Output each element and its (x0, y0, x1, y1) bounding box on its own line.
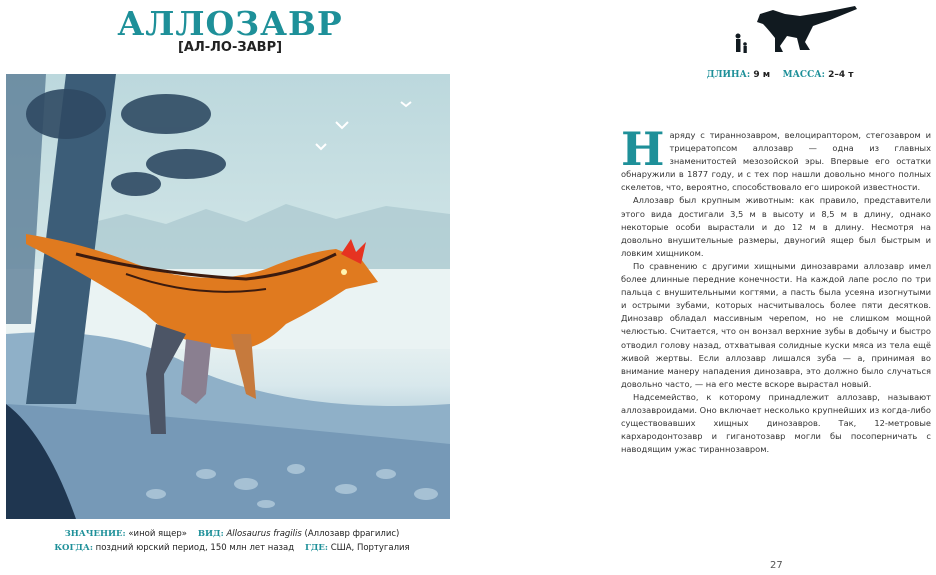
mass-value: 2–4 т (828, 70, 854, 80)
page-title: АЛЛОЗАВР (117, 4, 343, 43)
mass-label: МАССА: (782, 70, 825, 80)
pronunciation: [АЛ-ЛО-ЗАВР] (177, 40, 283, 55)
size-stats (690, 70, 870, 80)
paragraph-1-text: аряду с тираннозавром, велоцираптором, стегозавром и трицератопсом аллозавр — одна из главных знаменитостей мезозойской эры. Впервые его остатки обнаружили в 1877 году, и с тех пор нашли довольно много полных скелетов, что, вероятно, способствовало его широкой известности. (621, 130, 931, 193)
length-label: ДЛИНА: (706, 70, 751, 80)
dinosaur-vs-human-silhouette-icon (725, 2, 860, 62)
caption-line-1 (12, 527, 452, 541)
species-label: ВИД: (197, 529, 224, 539)
drop-cap: Н (621, 122, 665, 176)
landscape-art-icon (6, 74, 450, 519)
paragraph-3: По сравнению с другими хищными динозаврами аллозавр имел более длинные передние конечности. На каждой лапе росло по три пальца с внушительными когтями, а пасть была усеяна изогнутыми и острыми зубами, которых насчитывалось более пяти десятков. Динозавр обладал массивным черепом, но не слишком мощной челюстью. Считается, что он вонзал верхние зубы в добычу и быстро отводил голову назад, отхватывая солидные куски мяса из тела ещё живой жертвы. Если аллозавр лишался зуба — а, принимая во внимание манеру нападения динозавра, это должно было случаться довольно часто, — на его месте вскоре вырастал новый. (621, 260, 931, 389)
paragraph-2: Аллозавр был крупным животным: как правило, представители этого вида достигали 3,5 м в высоту и 8,5 м в длину, однако некоторые особи вырастали и до 12 м в длину. Несмотря на довольно внушительные размеры, двуногий ящер был быстрым и ловким хищником. (621, 195, 931, 258)
page-number: 27 (770, 560, 783, 571)
allosaurus-illustration (6, 74, 450, 519)
caption-line-2 (12, 541, 452, 555)
meaning-value: «иной ящер» (128, 529, 187, 539)
fact-caption (12, 527, 452, 555)
paragraph-4: Надсемейство, к которому принадлежит аллозавр, называют аллозавроидами. Оно включает несколько крупнейших из когда-либо существовавших хищных динозавров. Так, 12-метровые кархародонтозавр и гиганотозавр могли бы посоперничать с наводящим ужас тираннозавром. (621, 391, 931, 455)
when-value: поздний юрский период, 150 млн лет назад (95, 543, 295, 553)
paragraph-1 (621, 122, 931, 194)
when-label: КОГДА: (54, 543, 93, 553)
meaning-label: ЗНАЧЕНИЕ: (64, 529, 126, 539)
where-label: ГДЕ: (304, 543, 328, 553)
where-value: США, Португалия (330, 543, 410, 553)
length-value: 9 м (753, 70, 771, 80)
article-body (621, 122, 931, 456)
species-ru: (Аллозавр фрагилис) (304, 529, 400, 539)
species-latin: Allosaurus fragilis (226, 529, 302, 539)
